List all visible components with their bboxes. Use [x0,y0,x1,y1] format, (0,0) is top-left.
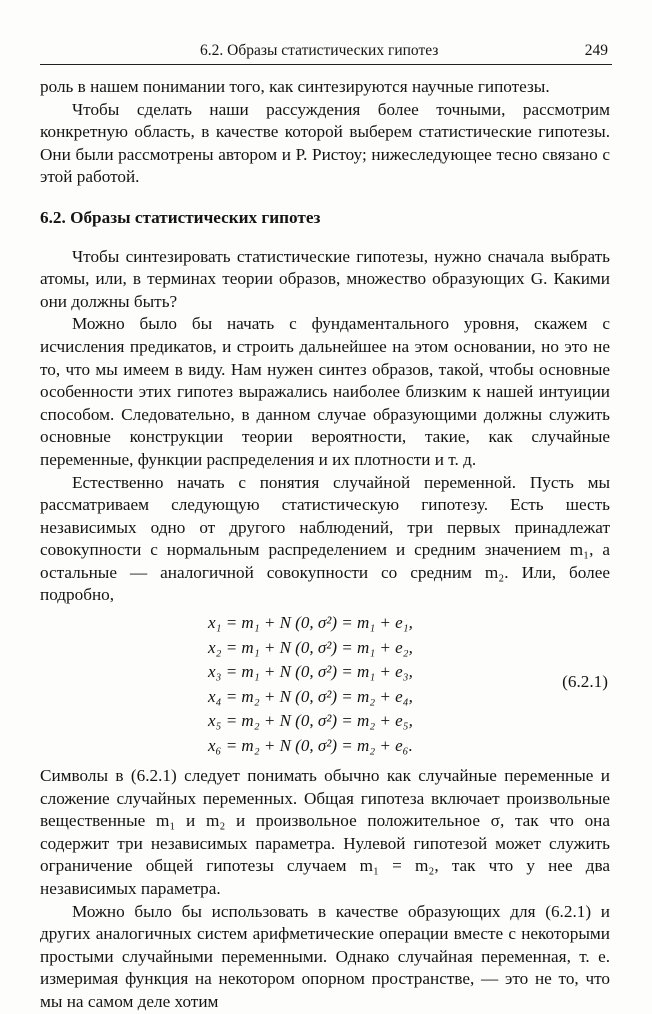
paragraph-3: Естественно начать с понятия случайной переменной. Пусть мы рассматриваем следующую статистическую гипотезу. Есть шесть независимых одно от другого наблюдений, три первых принадлежат совокупности с нормальным распределением и средним значением m₁, а остальные — аналогичной совокупности со средним m₂. Или, более подробно, [40,472,610,605]
section-heading: 6.2. Образы статистических гипотез [40,207,321,227]
equation-line: x₆ = m₂ + N (0, σ²) = m₂ + e₆. [208,735,413,755]
equation-line: x₁ = m₁ + N (0, σ²) = m₁ + e₁, [208,613,413,633]
equation-list [208,611,413,758]
page-body [40,76,610,1014]
paragraph-continuation: роль в нашем понимании того, как синтезируются научные гипотезы. [40,77,550,96]
equation-block [40,611,610,759]
equation-line: x₃ = m₁ + N (0, σ²) = m₁ + e₃, [208,662,413,682]
paragraph-5: Можно было бы использовать в качестве образующих для (6.2.1) и других аналогичных систем арифметические операции вместе с некоторыми простыми случайными переменными. Однако случайная переменная, т. е. измеримая функция на некотором опорном пространстве, — это не то, что мы на самом деле хотим [40,901,610,1011]
paragraph-intro: Чтобы сделать наши рассуждения более точными, рассмотрим конкретную область, в качестве которой выберем статистические гипотезы. Они были рассмотрены автором и Р. Ристоу; нижеследующее тесно связано с этой работой. [40,99,610,187]
equation-number: (6.2.1) [562,672,608,692]
paragraph-2: Можно было бы начать с фундаментального уровня, скажем с исчисления предикатов, и строить дальнейшее на этом основании, но это не то, что мы имеем в виду. Нам нужен синтез образов, такой, чтобы основные особенности этих гипотез выражались наиболее близким к нашей интуиции способом. Следовательно, в данном случае образующими должны служить основные конструкции теории вероятности, такие, как случайные переменные, функции распределения и их плотности и т. д. [40,314,610,469]
paragraph-4: Символы в (6.2.1) следует понимать обычно как случайные переменные и сложение случайных переменных. Общая гипотеза включает произвольные вещественные m₁ и m₂ и произвольное положительное σ, так что она содержит три независимых параметра. Нулевой гипотезой может служить ограничение общей гипотезы случаем m₁ = m₂, так что у нее два независимых параметра. [40,766,610,899]
paragraph-1: Чтобы синтезировать статистические гипотезы, нужно сначала выбрать атомы, или, в терминах теории образов, множество образующих G. Какими они должны быть? [40,246,610,311]
page-number: 249 [584,42,608,59]
equation-line: x₅ = m₂ + N (0, σ²) = m₂ + e₅, [208,711,413,731]
page-header [40,38,612,65]
running-title: 6.2. Образы статистических гипотез [200,42,439,59]
equation-line: x₄ = m₂ + N (0, σ²) = m₂ + e₄, [208,686,413,706]
equation-line: x₂ = m₁ + N (0, σ²) = m₁ + e₂, [208,637,413,657]
